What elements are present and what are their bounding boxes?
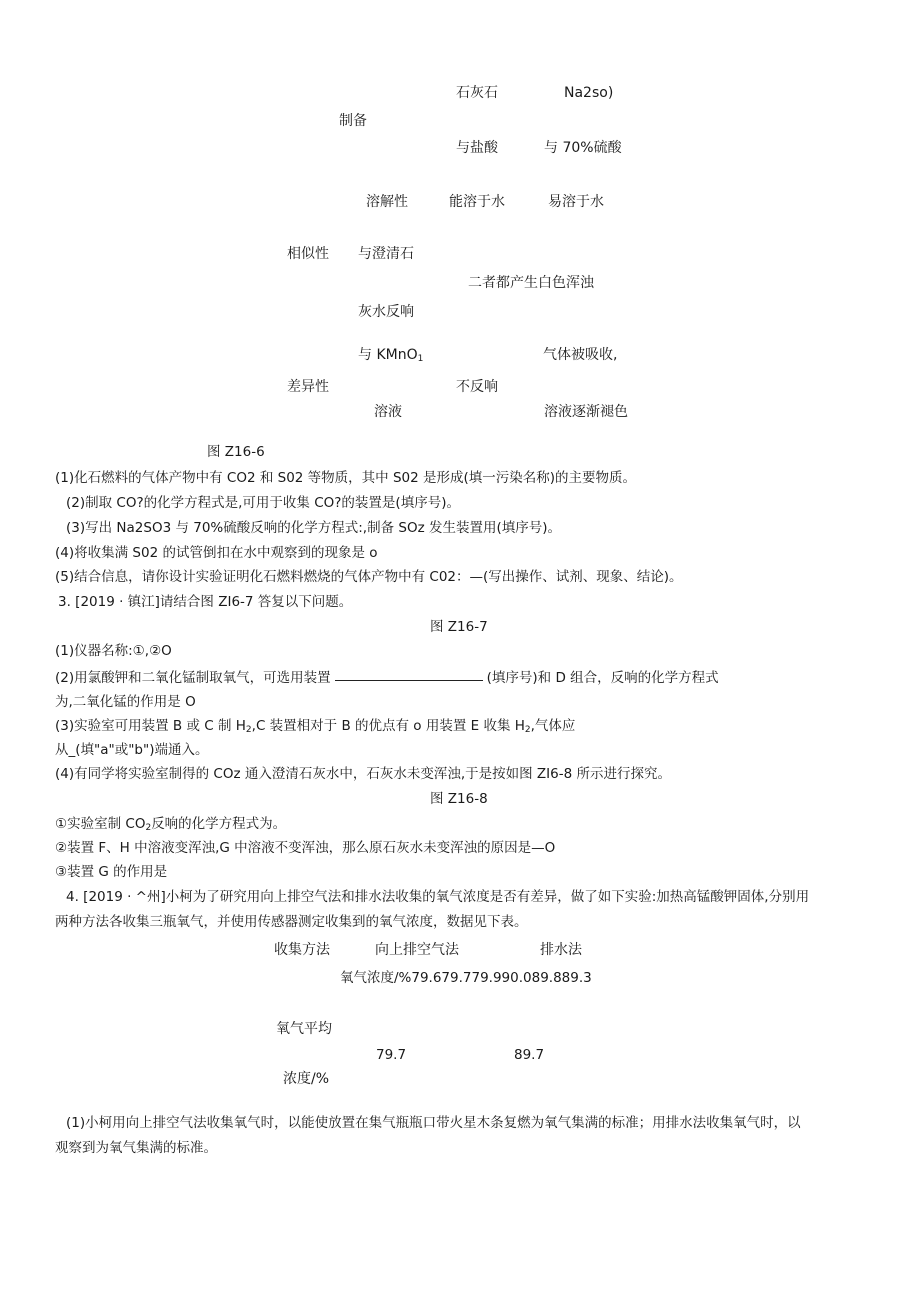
q4-part-1-line-1: (1)小柯用向上排空气法收集氧气时，以能使放置在集气瓶瓶口带火星木条复燃为氧气集满的标准；用排水法收集氧气时，以 (66, 1115, 801, 1131)
figure-caption-z16-8: 图 Z16-8 (430, 791, 488, 807)
kmno4-so2-2: 溶液逐渐褪色 (544, 404, 628, 420)
table-avg-water: 89.7 (514, 1047, 545, 1063)
table-header-upward: 向上排空气法 (375, 942, 459, 958)
q3-line-1: (1)仪器名称:①,②O (55, 643, 172, 659)
prep-na2so: 与 70%硫酸 (544, 140, 622, 156)
answer-blank (335, 668, 483, 681)
row-label-solubility: 溶解性 (366, 194, 408, 210)
row-label-prep: 制备 (339, 113, 367, 129)
q3-intro: 3. [2019 · 镇江]请结合图 ZI6-7 答复以下问题。 (58, 594, 353, 610)
q4-part-1-line-2: 观察到为氧气集满的标准。 (55, 1140, 217, 1156)
kmno4-label-1: 与 KMnO$_1$ (358, 347, 424, 364)
q3-line-9: ③装置 G 的作用是 (55, 864, 168, 880)
row-label-difference: 差异性 (287, 379, 329, 395)
table-row-concentration: 氧气浓度/%79.679.779.990.089.889.3 (340, 970, 592, 986)
q3-line-7: ①实验室制 $CO_2$反响的化学方程式为。 (55, 816, 287, 833)
limewater-label-1: 与澄清石 (358, 246, 414, 262)
q4-intro-1: 4. [2019 · ^州]小柯为了研究用向上排空气法和排水法收集的氧气浓度是否有差异，做了如下实验:加热高锰酸钾固体,分别用 (66, 889, 810, 905)
kmno4-label-2: 溶液 (374, 404, 402, 420)
q2-item-4: (4)将收集满 S02 的试管倒扣在水中观察到的现象是 o (55, 545, 378, 561)
q2-item-5: (5)结合信息，请你设计实验证明化石燃料燃烧的气体产物中有 C02：—(写出操作、试剂、现象、结论)。 (55, 569, 683, 585)
solubility-co2: 能溶于水 (449, 194, 505, 210)
figure-caption-z16-7: 图 Z16-7 (430, 619, 488, 635)
q3-line-6: (4)有同学将实验室制得的 COz 通入澄清石灰水中，石灰水未变浑浊,于是按如图 ZI6-8 所示进行探究。 (55, 766, 671, 782)
q3-line-8: ②装置 F、H 中溶液变浑浊,G 中溶液不变浑浊，那么原石灰水未变浑浊的原因是—O (55, 840, 556, 856)
header-na2so: Na2so) (564, 85, 614, 101)
kmno4-so2-1: 气体被吸收, (543, 347, 618, 363)
kmno4-co2: 不反响 (456, 379, 498, 395)
q3-line-3: 为,二氧化锰的作用是 O (55, 694, 196, 710)
table-header-method: 收集方法 (274, 942, 330, 958)
prep-limestone: 与盐酸 (456, 140, 498, 156)
header-limestone: 石灰石 (456, 85, 498, 101)
q2-item-2: (2)制取 CO?的化学方程式是,可用于收集 CO?的装置是(填序号)。 (66, 495, 460, 511)
q3-line-2: (2)用氯酸钾和二氧化锰制取氧气，可选用装置 (填序号)和 D 组合，反响的化学方程式 (55, 670, 719, 686)
q3-line-5: 从_(填"a"或"b")端通入。 (55, 742, 209, 758)
solubility-so2: 易溶于水 (548, 194, 604, 210)
table-avg-label-2: 浓度/% (283, 1071, 330, 1087)
limewater-label-2: 灰水反响 (358, 304, 414, 320)
q2-item-3: (3)写出 Na2SO3 与 70%硫酸反响的化学方程式:,制备 SOz 发生装置用(填序号)。 (66, 520, 561, 536)
figure-caption-z16-6: 图 Z16-6 (207, 444, 265, 460)
row-label-similarity: 相似性 (287, 246, 329, 262)
table-header-water: 排水法 (540, 942, 582, 958)
limewater-result: 二者都产生白色浑浊 (468, 275, 594, 291)
table-avg-label-1: 氧气平均 (276, 1021, 332, 1037)
q2-item-1: (1)化石燃料的气体产物中有 CO2 和 S02 等物质，其中 S02 是形成(填一污染名称)的主要物质。 (55, 470, 637, 486)
q4-intro-2: 两种方法各收集三瓶氧气，并使用传感器测定收集到的氧气浓度，数据见下表。 (55, 914, 528, 930)
table-avg-upward: 79.7 (376, 1047, 407, 1063)
q3-line-4: (3)实验室可用装置 B 或 C 制 $H_2,C$ 装置相对于 B 的优点有 o 用装置 E 收集 $H_2$,气体应 (55, 718, 576, 735)
